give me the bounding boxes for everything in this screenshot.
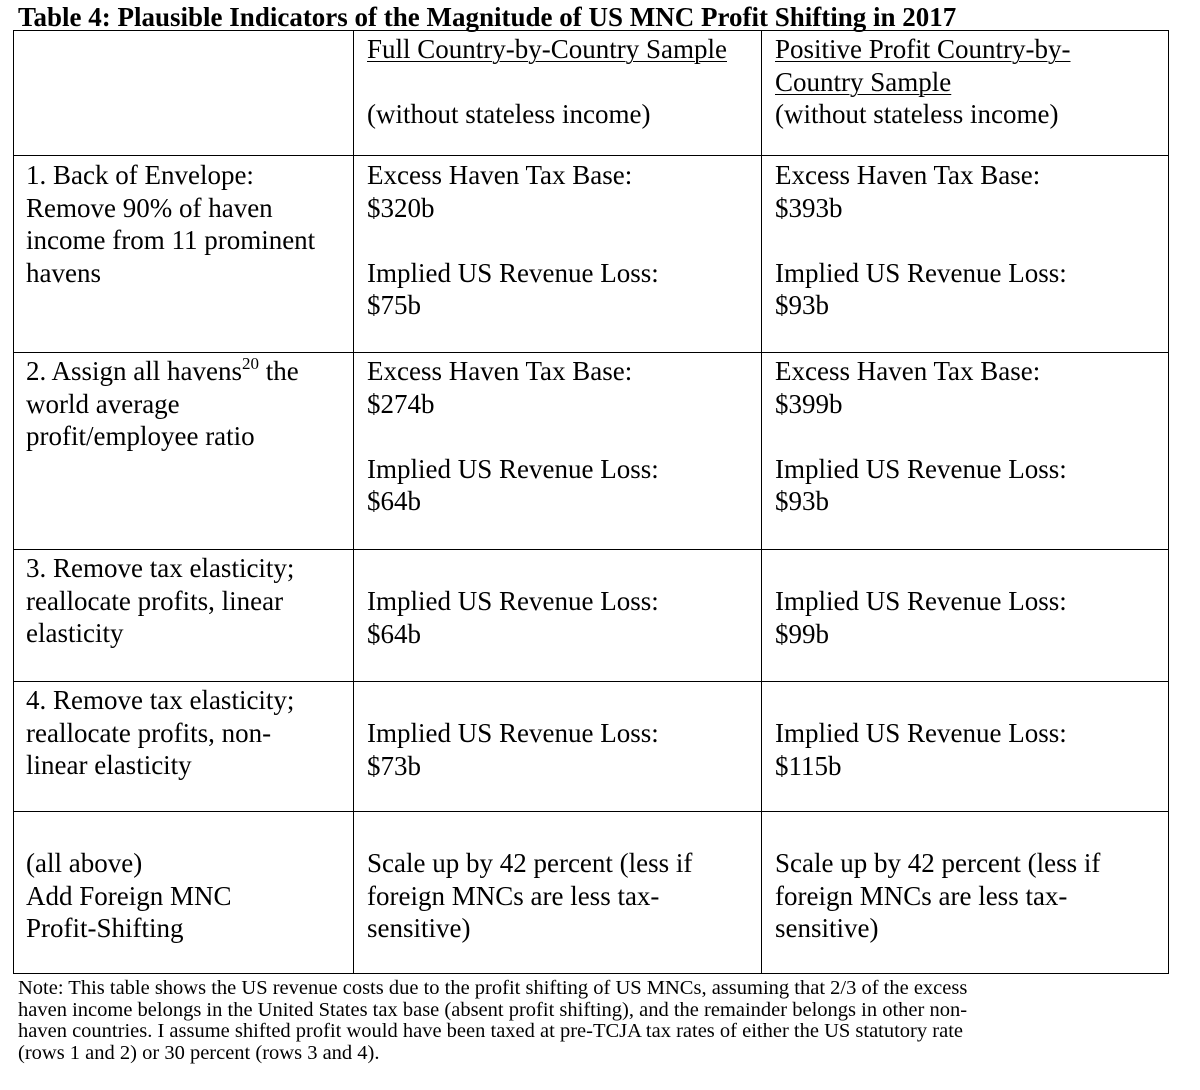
row-1-full-sample: Excess Haven Tax Base: $320b Implied US Revenue Loss: $75b: [367, 160, 659, 320]
header-positive-sample-title-2: Country Sample: [775, 66, 952, 97]
excess-haven-tax-base-value: $393b: [775, 192, 843, 223]
row-1-label: 1. Back of Envelope: Remove 90% of haven income from 11 prominent havens: [26, 160, 316, 288]
profit-shifting-table: [13, 30, 1169, 974]
row-4-label: 4. Remove tax elasticity; reallocate profits, non- linear elasticity: [26, 685, 295, 780]
excess-haven-tax-base-value: $274b: [367, 388, 435, 419]
header-positive-sample: [775, 33, 1071, 131]
row-3-label: 3. Remove tax elasticity; reallocate profits, linear elasticity: [26, 553, 295, 648]
row-5-full-sample: Scale up by 42 percent (less if foreign MNCs are less tax- sensitive): [367, 848, 693, 943]
footnote-marker: 20: [242, 354, 259, 373]
revenue-loss-value: $73b: [367, 750, 421, 781]
excess-haven-tax-base-value: $320b: [367, 192, 435, 223]
revenue-loss-value: $64b: [367, 618, 421, 649]
row-4-positive-sample: Implied US Revenue Loss: $115b: [775, 718, 1067, 781]
column-divider: [353, 31, 354, 973]
revenue-loss-value: $93b: [775, 290, 829, 320]
row-3-full-sample: Implied US Revenue Loss: $64b: [367, 586, 659, 649]
header-positive-sample-title-1: Positive Profit Country-by-: [775, 34, 1071, 64]
row-5-positive-sample: Scale up by 42 percent (less if foreign MNCs are less tax- sensitive): [775, 848, 1101, 943]
header-full-sample-note: (without stateless income): [367, 99, 651, 129]
excess-haven-tax-base-value: $399b: [775, 388, 843, 419]
table-title: Table 4: Plausible Indicators of the Magnitude of US MNC Profit Shifting in 2017: [18, 2, 957, 32]
row-divider: [14, 549, 1168, 550]
row-2-full-sample: Excess Haven Tax Base: $274b Implied US Revenue Loss: $64b: [367, 356, 659, 516]
header-full-sample: [367, 33, 727, 131]
column-divider: [761, 31, 762, 973]
revenue-loss-value: $93b: [775, 486, 829, 516]
row-divider: [14, 681, 1168, 682]
row-2-label: 2. Assign all havens$^{20}$ the world average profit/employee ratio: [26, 354, 299, 451]
row-1-positive-sample: Excess Haven Tax Base: $393b Implied US Revenue Loss: $93b: [775, 160, 1067, 320]
row-2-positive-sample: Excess Haven Tax Base: $399b Implied US Revenue Loss: $93b: [775, 356, 1067, 516]
row-5-label: (all above) Add Foreign MNC Profit-Shifting: [26, 848, 232, 943]
row-divider: [14, 155, 1168, 156]
revenue-loss-value: $99b: [775, 618, 829, 649]
header-positive-sample-note: (without stateless income): [775, 99, 1059, 129]
revenue-loss-value: $64b: [367, 486, 421, 516]
row-4-full-sample: Implied US Revenue Loss: $73b: [367, 718, 659, 781]
revenue-loss-value: $115b: [775, 750, 842, 781]
row-divider: [14, 811, 1168, 812]
header-full-sample-title: Full Country-by-Country Sample: [367, 34, 727, 64]
row-divider: [14, 352, 1168, 353]
table-note: Note: This table shows the US revenue costs due to the profit shifting of US MNCs, assuming that 2/3 of the excess haven income belongs in the United States tax base (absent profit shifting), and the remainder belongs in other non- haven countries. I assume shifted profit would have been taxed at pre-TCJA tax rates of either the US statutory rate (rows 1 and 2) or 30 percent (rows 3 and 4).: [18, 977, 968, 1064]
row-3-positive-sample: Implied US Revenue Loss: $99b: [775, 586, 1067, 649]
revenue-loss-value: $75b: [367, 290, 421, 320]
